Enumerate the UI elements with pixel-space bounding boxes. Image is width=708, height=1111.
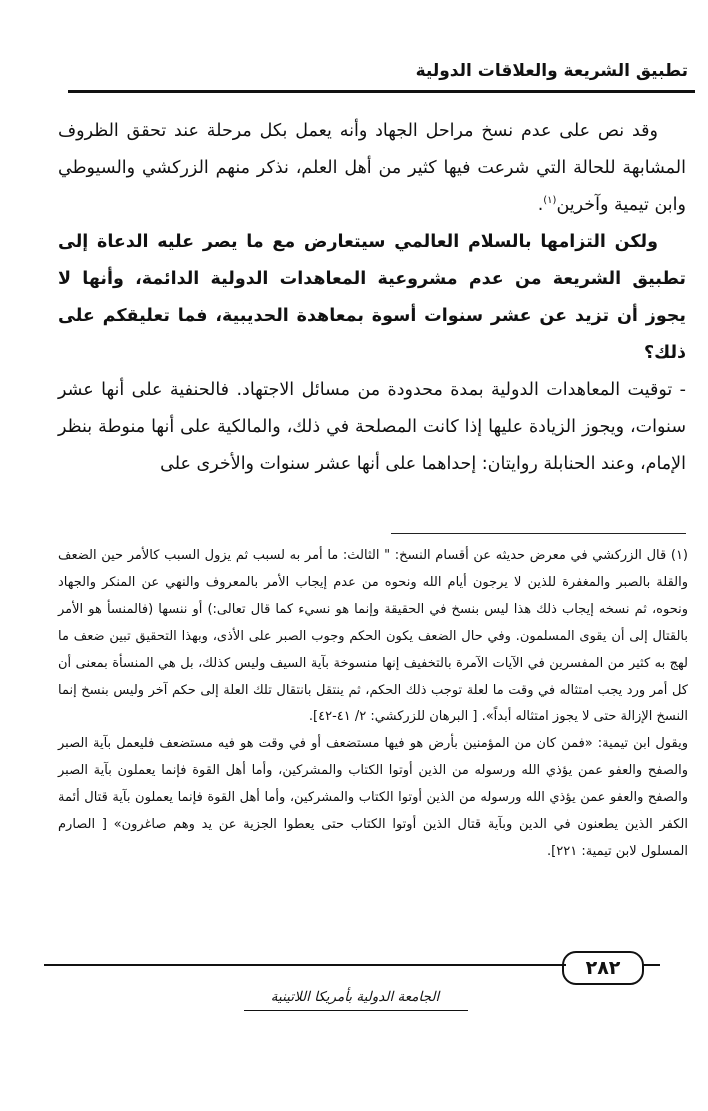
paragraph-1-text: وقد نص على عدم نسخ مراحل الجهاد وأنه يعمل بكل مرحلة عند تحقق الظروف المشابهة للحالة التي شرعت فيها كثير من أهل العلم، نذكر منهم الزركشي والسيوطي وابن تيمية وآخرين bbox=[58, 121, 686, 215]
footnote-ref-1[interactable]: (١) bbox=[543, 195, 557, 207]
paragraph-question: ولكن التزامها بالسلام العالمي سيتعارض مع ما يصر عليه الدعاة إلى تطبيق الشريعة من عدم مشروعية المعاهدات الدولية الدائمة، وأنها لا يجوز أن تزيد عن عشر سنوات أسوة بمعاهدة الحديبية، فما تعليقكم على ذلك؟ bbox=[58, 232, 686, 363]
header-divider bbox=[68, 90, 695, 93]
institution-name: الجامعة الدولية بأمريكا اللاتينية bbox=[270, 989, 440, 1005]
footnote-2: ويقول ابن تيمية: «فمن كان من المؤمنين بأرض هو فيها مستضعف أو في وقت هو فيه مستضعف فليعمل بآية الصبر والصفح والعفو عمن يؤذي الله ورسوله من الذين أوتوا الكتاب والمشركين، وأما أهل القوة فإنما يعملون بآية الصبر والصفح والعفو عمن يؤذي الله ورسوله من الذين أوتوا الكتاب والمشركين، وأما أهل القوة فإنما يعملون بآية قتال أئمة الكفر الذين يطعنون في الدين وبآية قتال الذين أوتوا الكتاب حتى يعطوا الجزية عن يد وهم صاغرون» [ الصارم المسلول لابن تيمية: ٢٢١]. bbox=[58, 736, 688, 859]
footer-divider bbox=[44, 964, 566, 966]
running-header-title: تطبيق الشريعة والعلاقات الدولية bbox=[415, 61, 688, 81]
main-text bbox=[58, 113, 686, 483]
footnote-divider bbox=[391, 533, 686, 534]
page-number-ornament bbox=[642, 964, 660, 966]
paragraph-1 bbox=[58, 113, 686, 224]
paragraph-answer: - توقيت المعاهدات الدولية بمدة محدودة من مسائل الاجتهاد. فالحنفية على أنها عشر سنوات، ويجوز الزيادة عليها إذا كانت المصلحة في ذلك، والمالكية على أنها منوطة بنظر الإمام، وعند الحنابلة روايتان: إحداهما على أنها عشر سنوات والأخرى على bbox=[58, 380, 686, 474]
institution-underline bbox=[244, 1010, 468, 1011]
paragraph-1-end: . bbox=[537, 195, 544, 215]
page-number: ٢٨٢ bbox=[562, 951, 644, 985]
footnote-1: (١) قال الزركشي في معرض حديثه عن أقسام النسخ: " الثالث: ما أمر به لسبب ثم يزول السبب كالأمر حين الضعف والقلة بالصبر والمغفرة للذين لا يرجون أيام الله ونحوه من عدم إيجاب الأمر بالمعروف والنهي عن المنكر والجهاد ونحوه، ثم نسخه إيجاب ذلك هذا ليس بنسخ في الحقيقة وإنما هو نسيء كما قال تعالى:) أو ننسها (فالمنسأ هو الأمر بالقتال إلى أن يقوى المسلمون. وفي حال الضعف يكون الحكم وجوب الصبر على الأذى، وبهذا التحقيق تبين ضعف ما لهج به كثير من المفسرين في الآيات الآمرة بالتخفيف إنها منسوخة بآية السيف وليس كذلك، بل هي المنسأة بمعنى أن كل أمر ورد يجب امتثاله في وقت ما لعلة توجب ذلك الحكم، ثم ينتقل بانتقال تلك العلة إلى حكم آخر وليس بنسخ إنما النسخ الإزالة حتى لا يجوز امتثاله أبداً». [ البرهان للزركشي: ٢/ ٤١-٤٢]. bbox=[58, 548, 688, 725]
footnotes bbox=[58, 543, 688, 866]
